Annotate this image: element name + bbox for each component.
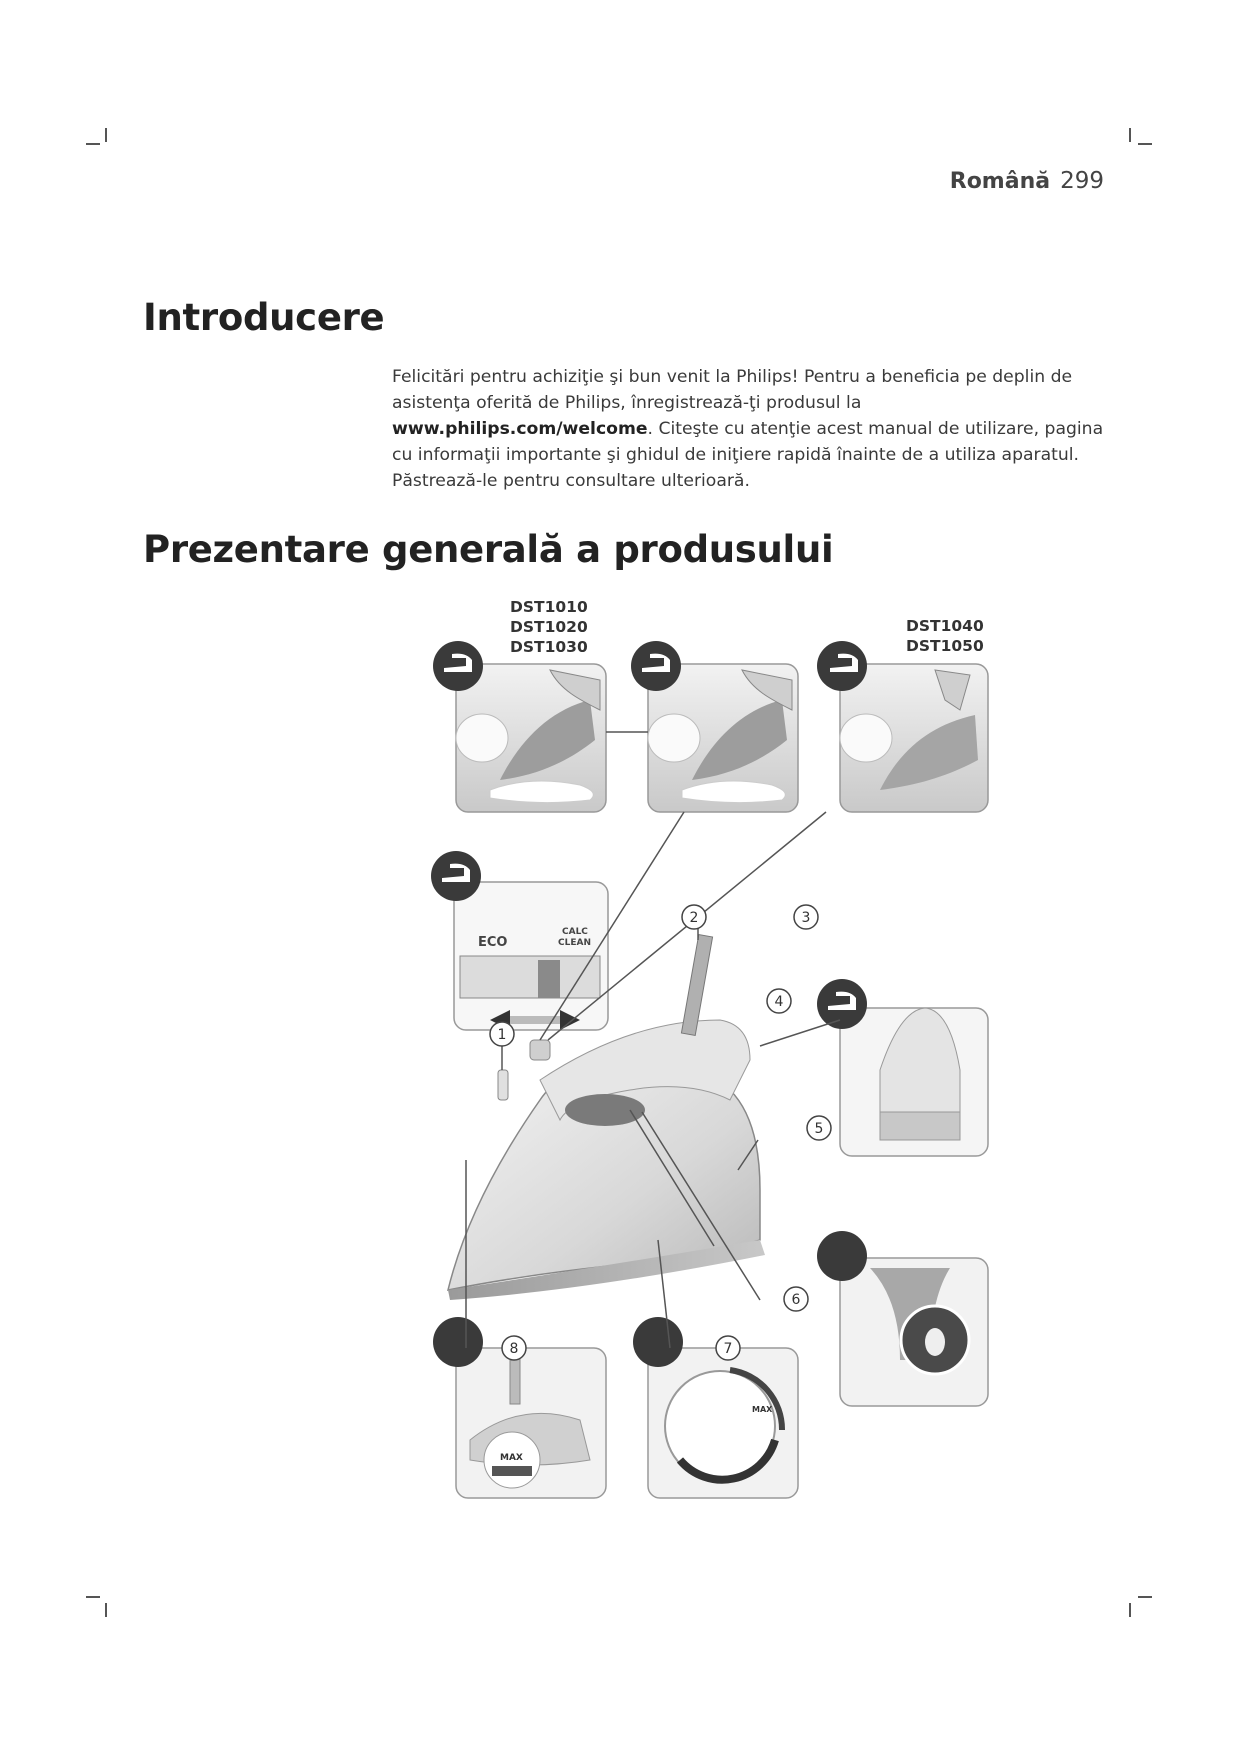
dial-max-label: MAX <box>752 1405 773 1414</box>
panel-spray <box>817 641 988 812</box>
panel-steam-boost-left <box>433 641 606 812</box>
steam-iron-symbol-icon <box>631 641 681 691</box>
callout-number: 3 <box>801 910 811 926</box>
panel-temperature-dial <box>633 1317 798 1498</box>
running-header <box>950 168 1104 194</box>
callout-8 <box>502 1336 526 1360</box>
water-fill-icon <box>433 1317 483 1367</box>
crop-mark <box>86 143 100 145</box>
model-number: DST1020 <box>510 618 588 636</box>
section-title-overview: Prezentare generală a produsului <box>143 528 834 571</box>
crop-mark <box>1138 1596 1152 1598</box>
section-title-introduction: Introducere <box>143 296 385 339</box>
model-number: DST1040 <box>906 617 984 635</box>
model-number: DST1030 <box>510 638 588 656</box>
crop-mark <box>1138 143 1152 145</box>
crop-mark <box>1129 1603 1131 1617</box>
intro-text-start: Felicitări pentru achiziţie şi bun venit la Philips! Pentru a beneficia pe deplin de asistenţa oferită de Philips, înregistrează-ţi produsul la <box>392 367 1073 413</box>
intro-text-end: . Citeşte cu atenţie acest manual de utilizare, pagina cu informaţii importante şi ghidul de iniţiere rapidă înainte de a utiliza aparatul. Păstrează-le pentru consultare ulterioară. <box>392 419 1104 491</box>
panel-cord <box>817 1231 988 1406</box>
crop-mark <box>1129 128 1131 142</box>
callout-number: 7 <box>723 1341 733 1357</box>
welcome-link[interactable]: www.philips.com/welcome <box>392 419 648 439</box>
callout-number: 5 <box>814 1121 824 1137</box>
crop-mark <box>105 1603 107 1617</box>
clean-label: CLEAN <box>558 938 591 948</box>
cord-icon <box>817 1231 867 1281</box>
temperature-icon <box>633 1317 683 1367</box>
model-number: DST1010 <box>510 598 588 616</box>
callout-4 <box>767 989 791 1013</box>
header-language: Română <box>949 169 1051 194</box>
callout-6 <box>784 1287 808 1311</box>
crop-mark <box>105 128 107 142</box>
max-label: MAX <box>500 1453 523 1463</box>
callout-number: 2 <box>689 910 699 926</box>
callout-number: 4 <box>774 994 784 1010</box>
callout-number: 6 <box>791 1292 801 1308</box>
calc-label: CALC <box>562 927 588 937</box>
eco-label: ECO <box>478 935 508 950</box>
model-number: DST1050 <box>906 637 984 655</box>
panel-steam-boost-middle <box>631 641 798 812</box>
steam-setting-icon <box>431 851 481 901</box>
callout-7 <box>716 1336 740 1360</box>
product-overview-diagram <box>430 600 1030 1570</box>
page-number: 299 <box>1060 168 1104 194</box>
soleplate-icon <box>817 979 867 1029</box>
callout-2 <box>682 905 706 929</box>
crop-mark <box>86 1596 100 1598</box>
spray-iron-symbol-icon <box>817 641 867 691</box>
callout-number: 8 <box>509 1341 519 1357</box>
panel-soleplate <box>814 979 988 1156</box>
panel-steam-control <box>431 851 608 1030</box>
callout-number: 1 <box>497 1027 507 1043</box>
steam-iron-symbol-icon <box>433 641 483 691</box>
callout-1 <box>490 1022 514 1046</box>
callout-5 <box>807 1116 831 1140</box>
intro-paragraph <box>392 364 1112 494</box>
callout-3 <box>794 905 818 929</box>
